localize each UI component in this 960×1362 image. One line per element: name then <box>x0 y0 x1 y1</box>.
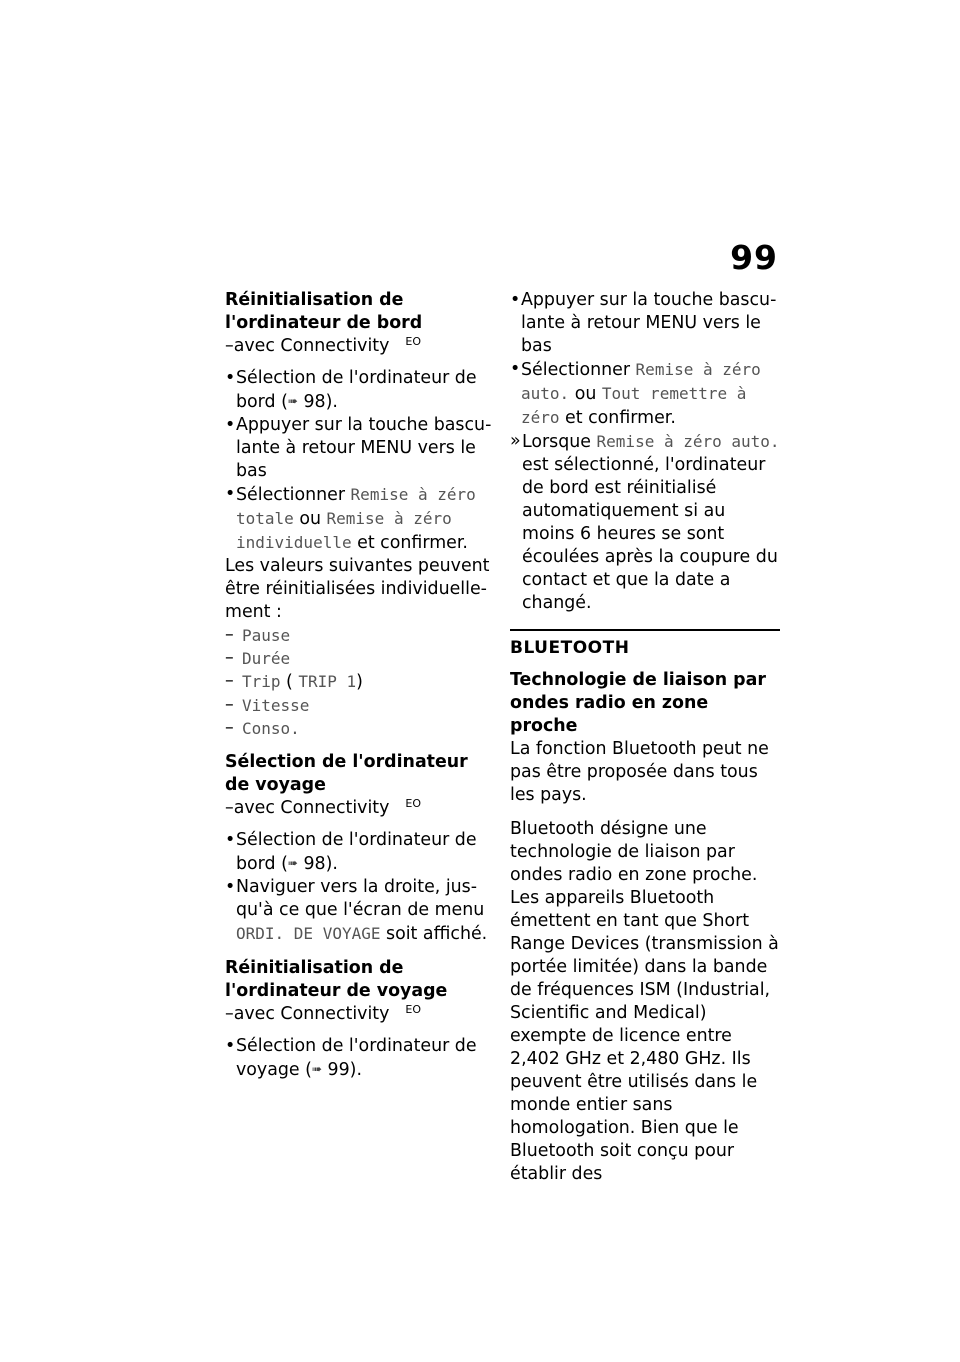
dash-list-item: – Trip ( TRIP 1) <box>225 671 363 692</box>
paragraph: La fonction Bluetooth peut ne pas être proposée dans tous les pays. <box>510 739 769 805</box>
bullet-text: et confirmer. <box>351 533 468 553</box>
display-text-code: Remise à zéro auto. <box>596 432 780 451</box>
bullet-text: Sélectionner <box>521 360 636 380</box>
display-text-code: Tout remettre à zéro <box>521 384 747 427</box>
section-divider <box>510 629 780 660</box>
option-code-eo: EO <box>405 1003 422 1016</box>
bullet-item <box>225 1035 493 1082</box>
section-heading-reset-board-computer: Réinitialisation de l'ordinateur de bord <box>225 290 423 333</box>
dash-list-item: – Durée <box>225 648 291 668</box>
bullet-item <box>225 876 493 946</box>
bullet-text: Sélection de l'ordinateur de bord ( <box>236 368 477 412</box>
connectivity-label: –avec Connectivity <box>225 1004 390 1024</box>
connectivity-note <box>225 335 493 358</box>
bullet-text: Naviguer vers la droite, jusqu'à ce que l'écran de menu <box>236 877 485 920</box>
connectivity-note <box>225 797 493 820</box>
display-text-code: Remise à zéro individuelle <box>236 509 452 552</box>
dash-list-item: – Conso. <box>225 718 300 738</box>
bullet-item: • Appuyer sur la touche basculante à retour MENU vers le bas <box>510 289 780 358</box>
paragraph: Les valeurs suivantes peuvent être réinitialisées individuellement : <box>225 556 490 622</box>
display-text-code: Conso. <box>242 719 300 738</box>
dash-list-item: – Vitesse <box>225 695 310 715</box>
connectivity-label: –avec Connectivity <box>225 336 390 356</box>
bullet-text: ou <box>293 509 327 529</box>
section-heading-select-trip-computer: Sélection de l'ordinateur de voyage <box>225 752 468 795</box>
display-text-code: ORDI. DE VOYAGE <box>236 924 381 943</box>
bullet-text: Sélection de l'ordinateur de bord ( <box>236 830 477 874</box>
display-text-code: Remise à zéro auto. <box>521 360 761 403</box>
connectivity-note <box>225 1003 493 1026</box>
bullet-item <box>510 358 780 430</box>
section-title-bluetooth: BLUETOOTH <box>510 638 630 658</box>
page-reference-arrow-icon: ➠ <box>287 856 298 870</box>
left-column <box>225 289 493 1082</box>
page-reference-text: 98). <box>297 392 338 412</box>
bullet-text: soit affiché. <box>380 924 488 944</box>
bullet-text: et confirmer. <box>559 408 676 428</box>
paren-text: ( <box>280 672 299 692</box>
right-column <box>510 289 780 1186</box>
display-text-code: Vitesse <box>242 696 310 715</box>
bullet-item <box>225 483 493 555</box>
bullet-item: • Appuyer sur la touche basculante à retour MENU vers le bas <box>225 414 493 483</box>
display-text-code: Remise à zéro totale <box>236 485 476 528</box>
bullet-item <box>225 367 493 414</box>
bullet-text: Sélectionner <box>236 485 351 505</box>
subsection-heading: Technologie de liaison par ondes radio en zone proche <box>510 670 766 736</box>
page-number: 99 <box>730 238 778 277</box>
display-text-code: TRIP 1 <box>298 672 357 691</box>
result-text: Lorsque <box>522 432 597 452</box>
page-reference-text: 99). <box>322 1060 362 1080</box>
page-reference-arrow-icon: ➠ <box>311 1062 322 1076</box>
paragraph: Bluetooth désigne une technologie de liaison par ondes radio en zone proche. Les appareils Bluetooth émettent en tant que Short Range Devices (transmission à portée limitée) dans la bande de fréquences ISM (Industrial, Scientific and Medical) exempte de licence entre 2,402 GHz et 2,480 GHz. Ils peuvent être utilisés dans le monde entier sans homologation. Bien que le Bluetooth soit conçu pour établir des <box>510 819 779 1184</box>
option-code-eo: EO <box>405 335 422 348</box>
connectivity-label: –avec Connectivity <box>225 798 390 818</box>
bullet-text: Sélection de l'ordinateur de voyage ( <box>236 1036 477 1080</box>
option-code-eo: EO <box>405 797 422 810</box>
paren-text: ) <box>356 672 363 692</box>
display-text-code: Trip <box>242 672 281 691</box>
dash-list-item: – Pause <box>225 625 291 645</box>
page-reference-text: 98). <box>297 854 338 874</box>
bullet-text: ou <box>569 384 602 404</box>
bullet-item <box>225 829 493 876</box>
page-reference-arrow-icon: ➠ <box>287 394 298 408</box>
result-text: est sélectionné, l'ordinateur de bord est réinitialisé automatiquement si au moins 6 heures se sont écoulées après la coupure du contact et que la date a changé. <box>522 455 778 613</box>
result-item <box>510 430 780 615</box>
section-heading-reset-trip-computer: Réinitialisation de l'ordinateur de voyage <box>225 958 448 1001</box>
display-text-code: Durée <box>242 649 291 668</box>
display-text-code: Pause <box>242 626 291 645</box>
